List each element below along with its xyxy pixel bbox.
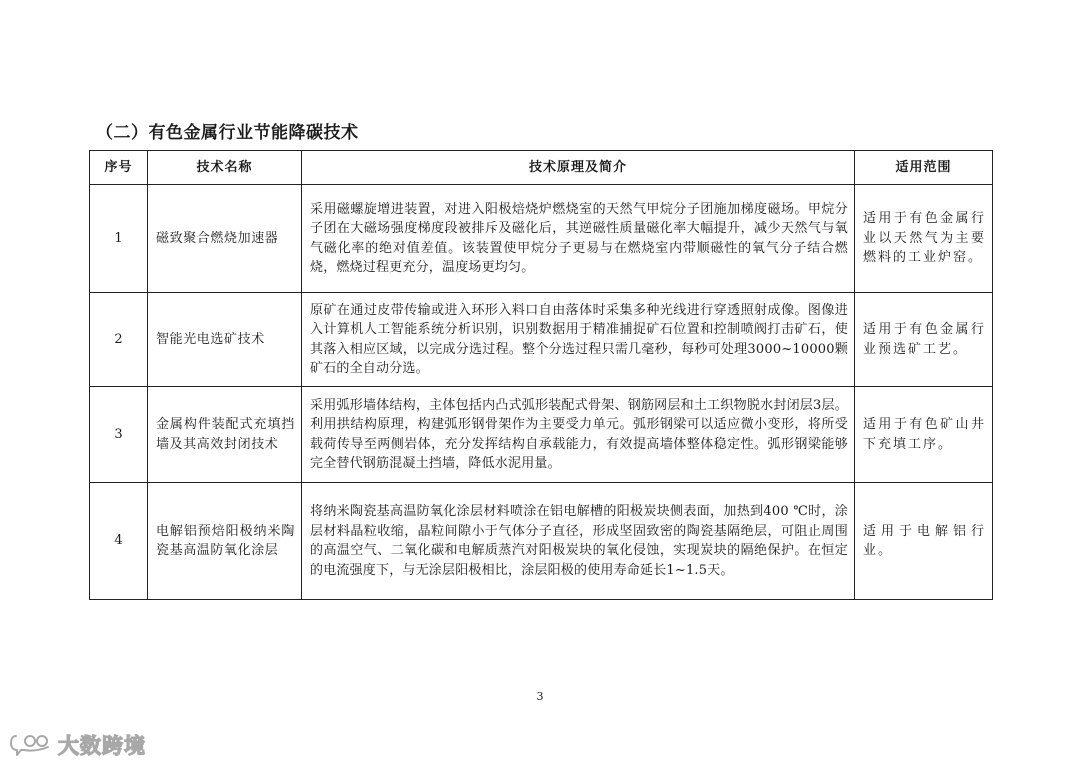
table-row	[90, 185, 993, 293]
row-technology-name: 电解铝预焙阳极纳米陶瓷基高温防氧化涂层	[148, 483, 302, 600]
row-technology-name: 金属构件装配式充填挡墙及其高效封闭技术	[148, 387, 302, 483]
row-serial-number: 4	[90, 483, 148, 600]
page-number: 3	[536, 690, 544, 703]
technology-table	[89, 150, 993, 600]
table-header-row	[90, 151, 993, 185]
row-application-scope: 适用于有色金属行业以天然气为主要燃料的工业炉窑。	[855, 185, 993, 293]
row-serial-number: 3	[90, 387, 148, 483]
row-application-scope: 适用于有色矿山井下充填工序。	[855, 387, 993, 483]
row-serial-number: 1	[90, 185, 148, 293]
row-technology-name: 磁致聚合燃烧加速器	[148, 185, 302, 293]
row-application-scope: 适用于电解铝行业。	[855, 483, 993, 600]
watermark-text: 大数跨境	[58, 734, 146, 758]
header-application-scope: 适用范围	[855, 151, 993, 185]
header-principle-intro: 技术原理及简介	[302, 151, 855, 185]
row-principle-intro: 将纳米陶瓷基高温防氧化涂层材料喷涂在铝电解槽的阳极炭块侧表面，加热到400 ℃时，涂层材料晶粒收缩，晶粒间隙小于气体分子直径，形成坚固致密的陶瓷基隔绝层，可阻止周围的高温空气、二氧化碳和电解质蒸汽对阳极炭块的氧化侵蚀，实现炭块的隔绝保护。在恒定的电流强度下，与无涂层阳极相比，涂层阳极的使用寿命延长1~1.5天。	[302, 483, 855, 600]
row-principle-intro: 采用磁螺旋增进装置，对进入阳极焙烧炉燃烧室的天然气甲烷分子团施加梯度磁场。甲烷分子团在大磁场强度梯度段被排斥及磁化后，其逆磁性质量磁化率大幅提升，减少天然气与氧气磁化率的绝对值差值。该装置使甲烷分子更易与在燃烧室内带顺磁性的氧气分子结合燃烧，燃烧过程更充分，温度场更均匀。	[302, 185, 855, 293]
table-row	[90, 293, 993, 387]
table-row	[90, 387, 993, 483]
header-technology-name: 技术名称	[148, 151, 302, 185]
row-technology-name: 智能光电选矿技术	[148, 293, 302, 387]
row-application-scope: 适用于有色金属行业预选矿工艺。	[855, 293, 993, 387]
row-principle-intro: 原矿在通过皮带传输或进入环形入料口自由落体时采集多种光线进行穿透照射成像。图像进入计算机人工智能系统分析识别，识别数据用于精准捕捉矿石位置和控制喷阀打击矿石，使其落入相应区域，以完成分选过程。整个分选过程只需几毫秒，每秒可处理3000~10000颗矿石的全自动分选。	[302, 293, 855, 387]
table-row	[90, 483, 993, 600]
chat-bubble-logo-icon	[10, 732, 52, 758]
section-title: （二）有色金属行业节能降碳技术	[96, 123, 359, 143]
header-serial-number: 序号	[90, 151, 148, 185]
row-principle-intro: 采用弧形墙体结构，主体包括内凸式弧形装配式骨架、钢筋网层和土工织物脱水封闭层3层。利用拱结构原理，构建弧形钢骨架作为主要受力单元。弧形钢梁可以适应微小变形，将所受载荷传导至两侧岩体，充分发挥结构自承载能力，有效提高墙体整体稳定性。弧形钢梁能够完全替代钢筋混凝土挡墙，降低水泥用量。	[302, 387, 855, 483]
watermark	[10, 730, 146, 760]
row-serial-number: 2	[90, 293, 148, 387]
